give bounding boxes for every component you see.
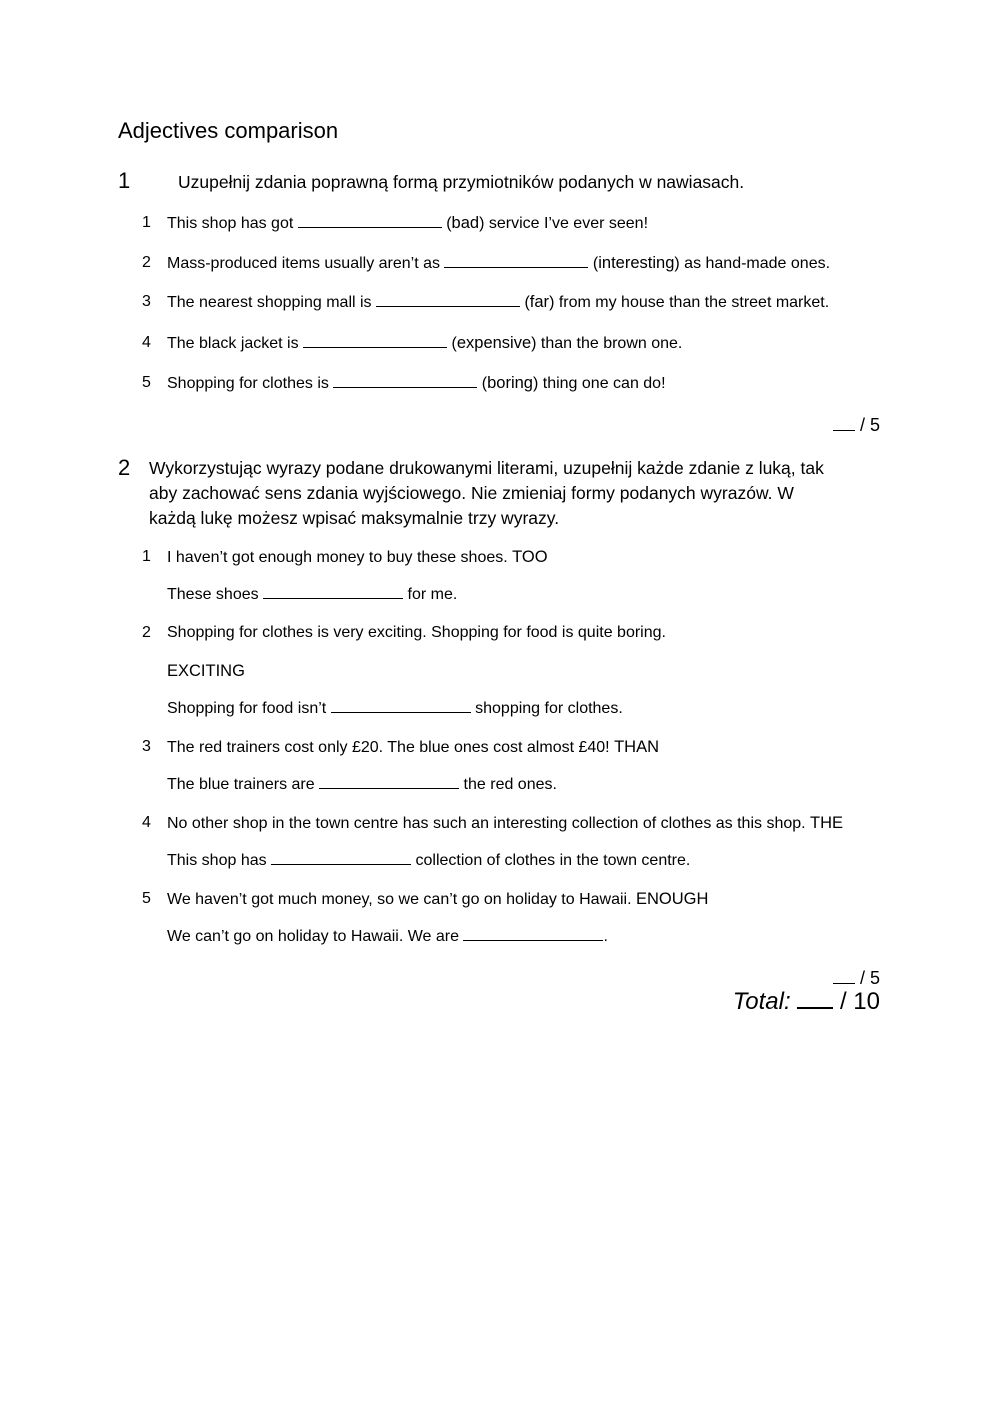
source-sentence <box>167 548 548 567</box>
sentence-start: The nearest shopping mall is <box>167 294 372 311</box>
answer-blank[interactable] <box>271 852 411 865</box>
paren-open: ( <box>446 215 452 232</box>
answer-blank[interactable] <box>263 586 403 599</box>
answer-end: shopping for clothes. <box>475 700 623 717</box>
answer-start: We can’t go on holiday to Hawaii. We are <box>167 928 460 945</box>
item-number: 4 <box>142 334 151 351</box>
exercise-sentence <box>167 293 829 312</box>
item-number: 2 <box>142 624 151 641</box>
answer-blank[interactable] <box>298 215 442 228</box>
instruction-line: Wykorzystując wyrazy podane drukowanymi literami, uzupełnij każde zdanie z luką, tak <box>149 458 824 478</box>
answer-sentence <box>167 852 690 870</box>
score-max: / 5 <box>859 968 880 988</box>
answer-blank[interactable] <box>444 255 588 268</box>
prompt-text: The red trainers cost only £20. The blue ones cost almost £40! <box>167 739 610 756</box>
keyword: TOO <box>512 548 548 566</box>
exercise-sentence <box>167 374 666 393</box>
total-blank[interactable] <box>797 989 833 1009</box>
answer-start: These shoes <box>167 586 259 603</box>
answer-end: collection of clothes in the town centre. <box>415 852 691 869</box>
prompt-text: No other shop in the town centre has such an interesting collection of clothes as this shop. <box>167 815 806 832</box>
answer-sentence <box>167 586 457 604</box>
answer-end: the red ones. <box>463 776 557 793</box>
prompt-text: I haven’t got enough money to buy these shoes. <box>167 549 508 566</box>
item-number: 4 <box>142 814 151 831</box>
exercise-sentence <box>167 334 682 353</box>
answer-end: . <box>603 928 608 945</box>
keyword: EXCITING <box>167 662 245 680</box>
section-2-number: 2 <box>118 455 131 480</box>
score-max: / 5 <box>859 415 880 435</box>
instruction-line: aby zachować sens zdania wyjściowego. Nie zmieniaj formy podanych wyrazów. W <box>149 483 794 503</box>
keyword: interesting <box>598 254 675 272</box>
answer-sentence <box>167 776 557 794</box>
source-sentence <box>167 738 659 757</box>
answer-blank[interactable] <box>331 700 471 713</box>
paren-open: ( <box>592 255 599 272</box>
keyword: expensive <box>456 334 532 352</box>
page-title: Adjectives comparison <box>118 118 339 143</box>
exercise-sentence <box>167 214 648 233</box>
paren-open: ( <box>451 335 457 352</box>
answer-blank[interactable] <box>333 375 477 388</box>
exercise-sentence <box>167 254 830 273</box>
item-number: 3 <box>142 293 151 310</box>
total-score <box>733 988 880 1016</box>
answer-blank[interactable] <box>376 294 520 307</box>
section-1-instruction: Uzupełnij zdania poprawną formą przymiotników podanych w nawiasach. <box>178 172 745 192</box>
section-2-score <box>833 968 880 989</box>
sentence-end: ) thing one can do! <box>532 375 666 392</box>
item-number: 1 <box>142 548 151 565</box>
item-number: 5 <box>142 374 151 391</box>
item-number: 1 <box>142 214 151 231</box>
answer-start: The blue trainers are <box>167 776 315 793</box>
source-sentence: Shopping for clothes is very exciting. Shopping for food is quite boring. <box>167 624 666 641</box>
keyword: boring <box>487 374 533 392</box>
item-number: 5 <box>142 890 151 907</box>
item-number: 2 <box>142 254 151 271</box>
answer-sentence <box>167 928 608 946</box>
answer-start: Shopping for food isn’t <box>167 700 327 717</box>
sentence-start: Shopping for clothes is <box>167 375 329 392</box>
instruction-line: każdą lukę możesz wpisać maksymalnie trzy wyrazy. <box>149 508 560 528</box>
answer-start: This shop has <box>167 852 267 869</box>
sentence-end: ) as hand-made ones. <box>674 255 831 272</box>
source-sentence <box>167 814 843 833</box>
section-2-instruction <box>149 456 824 531</box>
score-blank[interactable] <box>833 969 855 984</box>
section-1-score <box>833 415 880 436</box>
answer-blank[interactable] <box>319 776 459 789</box>
answer-blank[interactable] <box>303 335 447 348</box>
sentence-end: ) service I’ve ever seen! <box>479 215 649 232</box>
total-max: / 10 <box>839 988 880 1015</box>
paren-open: ( <box>481 375 488 392</box>
answer-end: for me. <box>407 586 458 603</box>
source-sentence <box>167 890 708 909</box>
answer-sentence <box>167 700 623 718</box>
item-number: 3 <box>142 738 151 755</box>
score-blank[interactable] <box>833 416 855 431</box>
keyword: far <box>529 293 550 311</box>
sentence-end: ) from my house than the street market. <box>549 294 830 311</box>
sentence-start: Mass-produced items usually aren’t as <box>167 255 441 272</box>
keyword: THAN <box>614 738 659 756</box>
keyword: ENOUGH <box>636 890 709 908</box>
section-1-number: 1 <box>118 168 131 193</box>
paren-open: ( <box>524 294 530 311</box>
answer-blank[interactable] <box>463 928 603 941</box>
sentence-start: This shop has got <box>167 215 294 232</box>
keyword: THE <box>810 814 844 832</box>
prompt-text: We haven’t got much money, so we can’t go on holiday to Hawaii. <box>167 891 632 908</box>
sentence-start: The black jacket is <box>167 335 299 352</box>
total-label: Total: <box>732 988 791 1015</box>
sentence-end: ) than the brown one. <box>531 335 683 352</box>
keyword: bad <box>451 214 480 232</box>
